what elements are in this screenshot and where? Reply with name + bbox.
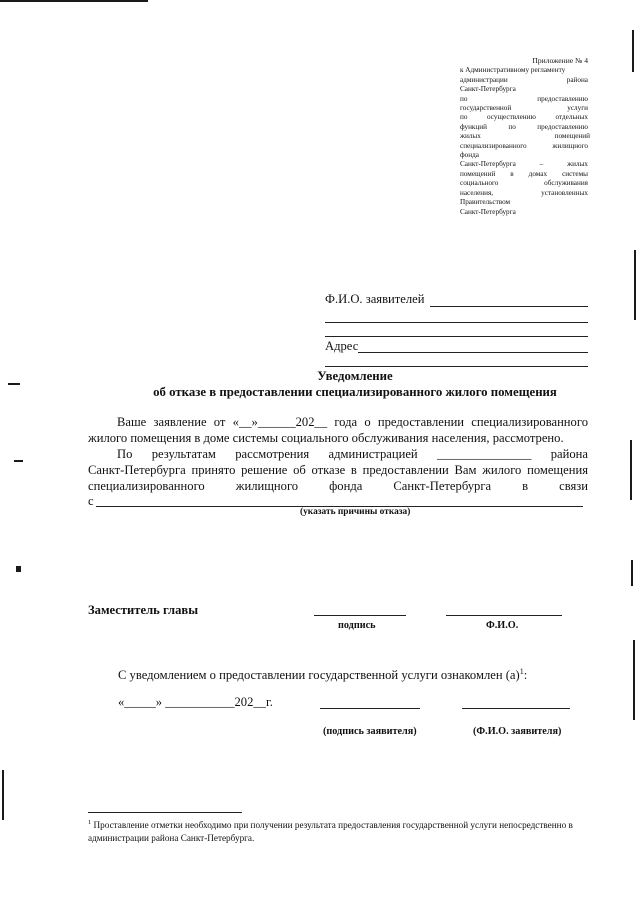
official-name-label: Ф.И.О. bbox=[486, 620, 519, 631]
scan-edge-mark-left-2 bbox=[14, 460, 23, 462]
footnote-separator bbox=[88, 812, 242, 813]
applicant-address-line-1 bbox=[358, 352, 588, 353]
scan-edge-mark-right-2 bbox=[634, 250, 636, 320]
appendix-line: Правительством bbox=[460, 198, 511, 207]
appendix-line: к Административному регламенту bbox=[460, 66, 566, 75]
acknowledgement-date: «_____» ___________202__г. bbox=[118, 695, 273, 709]
acknowledgement-text bbox=[118, 664, 527, 683]
footnote-text: Проставление отметки необходимо при получении результата предоставления государственной услуги непосредственно в администрации района Санкт-Петербурга. bbox=[88, 820, 573, 843]
scan-edge-line-top bbox=[0, 0, 148, 2]
paragraph-2-line-2: Санкт-Петербурга принято решение об отказе в предоставлении Вам жилого помещения bbox=[88, 463, 588, 477]
appendix-line: Санкт-Петербурга – жилых bbox=[460, 160, 588, 169]
paragraph-2-line-3: специализированного жилищного фонда Санкт-Петербурга в связи bbox=[88, 479, 588, 493]
applicant-name-line-1 bbox=[430, 306, 588, 307]
official-position: Заместитель главы bbox=[88, 603, 199, 617]
scan-edge-mark-left-4 bbox=[2, 770, 4, 820]
appendix-line: Санкт-Петербурга bbox=[460, 85, 516, 94]
appendix-line: Санкт-Петербурга bbox=[460, 207, 516, 216]
appendix-line: фонда bbox=[460, 151, 479, 160]
acknowledgement-sentence: С уведомлением о предоставлении государственной услуги ознакомлен (а) bbox=[118, 668, 520, 683]
applicant-name-line bbox=[462, 708, 570, 709]
applicant-name-line-3 bbox=[325, 336, 588, 337]
paragraph-1-line-1: Ваше заявление от «__»______202__ года о предоставлении специализированного bbox=[117, 415, 588, 429]
appendix-line: по предоставлению bbox=[460, 94, 588, 103]
appendix-line: помещений в домах системы bbox=[460, 169, 588, 178]
footnote bbox=[88, 817, 584, 844]
official-name-line bbox=[446, 615, 562, 616]
appendix-line: государственной услуги bbox=[460, 104, 588, 113]
refusal-reason-hint: (указать причины отказа) bbox=[300, 507, 411, 517]
applicant-name-label: Ф.И.О. заявителей bbox=[325, 292, 425, 306]
paragraph-2-line-1: По результатам рассмотрения администрацией _______________ района bbox=[117, 447, 588, 461]
notice-subtitle: об отказе в предоставлении специализированного жилого помещения bbox=[153, 385, 557, 399]
notice-title: Уведомление bbox=[317, 369, 393, 383]
applicant-signature-line bbox=[320, 708, 420, 709]
scan-edge-mark-left-3 bbox=[16, 566, 21, 572]
appendix-line: функций по предоставлению bbox=[460, 122, 588, 131]
paragraph-1-line-2: жилого помещения в доме системы социального обслуживания населения, рассмотрено. bbox=[88, 431, 564, 445]
paragraph-2-line-4-prefix: с bbox=[88, 494, 94, 508]
appendix-line: по осуществлению отдельных bbox=[460, 113, 588, 122]
footnote-mark: 1 bbox=[88, 819, 92, 826]
appendix-line: специализированного жилищного bbox=[460, 141, 588, 150]
acknowledgement-colon: : bbox=[523, 668, 528, 683]
scan-edge-mark-right-5 bbox=[633, 640, 635, 720]
applicant-signature-label: (подпись заявителя) bbox=[323, 726, 417, 737]
official-signature-line bbox=[314, 615, 406, 616]
applicant-address-label: Адрес bbox=[325, 339, 359, 353]
official-signature-label: подпись bbox=[338, 620, 376, 631]
applicant-name-line-2 bbox=[325, 322, 588, 323]
appendix-block bbox=[460, 56, 588, 217]
appendix-line: жилых помещений bbox=[460, 132, 590, 141]
appendix-line: администрации района bbox=[460, 75, 588, 84]
appendix-line: социального обслуживания bbox=[460, 179, 588, 188]
acknowledgement-footnote-mark: 1 bbox=[519, 667, 524, 676]
applicant-address-line-2 bbox=[325, 366, 588, 367]
applicant-name-sign-label: (Ф.И.О. заявителя) bbox=[473, 726, 562, 737]
scan-edge-mark-right-1 bbox=[632, 30, 634, 72]
appendix-line: населения, установленных bbox=[460, 188, 588, 197]
scan-edge-mark-right-4 bbox=[631, 560, 633, 586]
scan-edge-mark-right-3 bbox=[630, 440, 632, 500]
appendix-title: Приложение № 4 bbox=[532, 56, 588, 65]
